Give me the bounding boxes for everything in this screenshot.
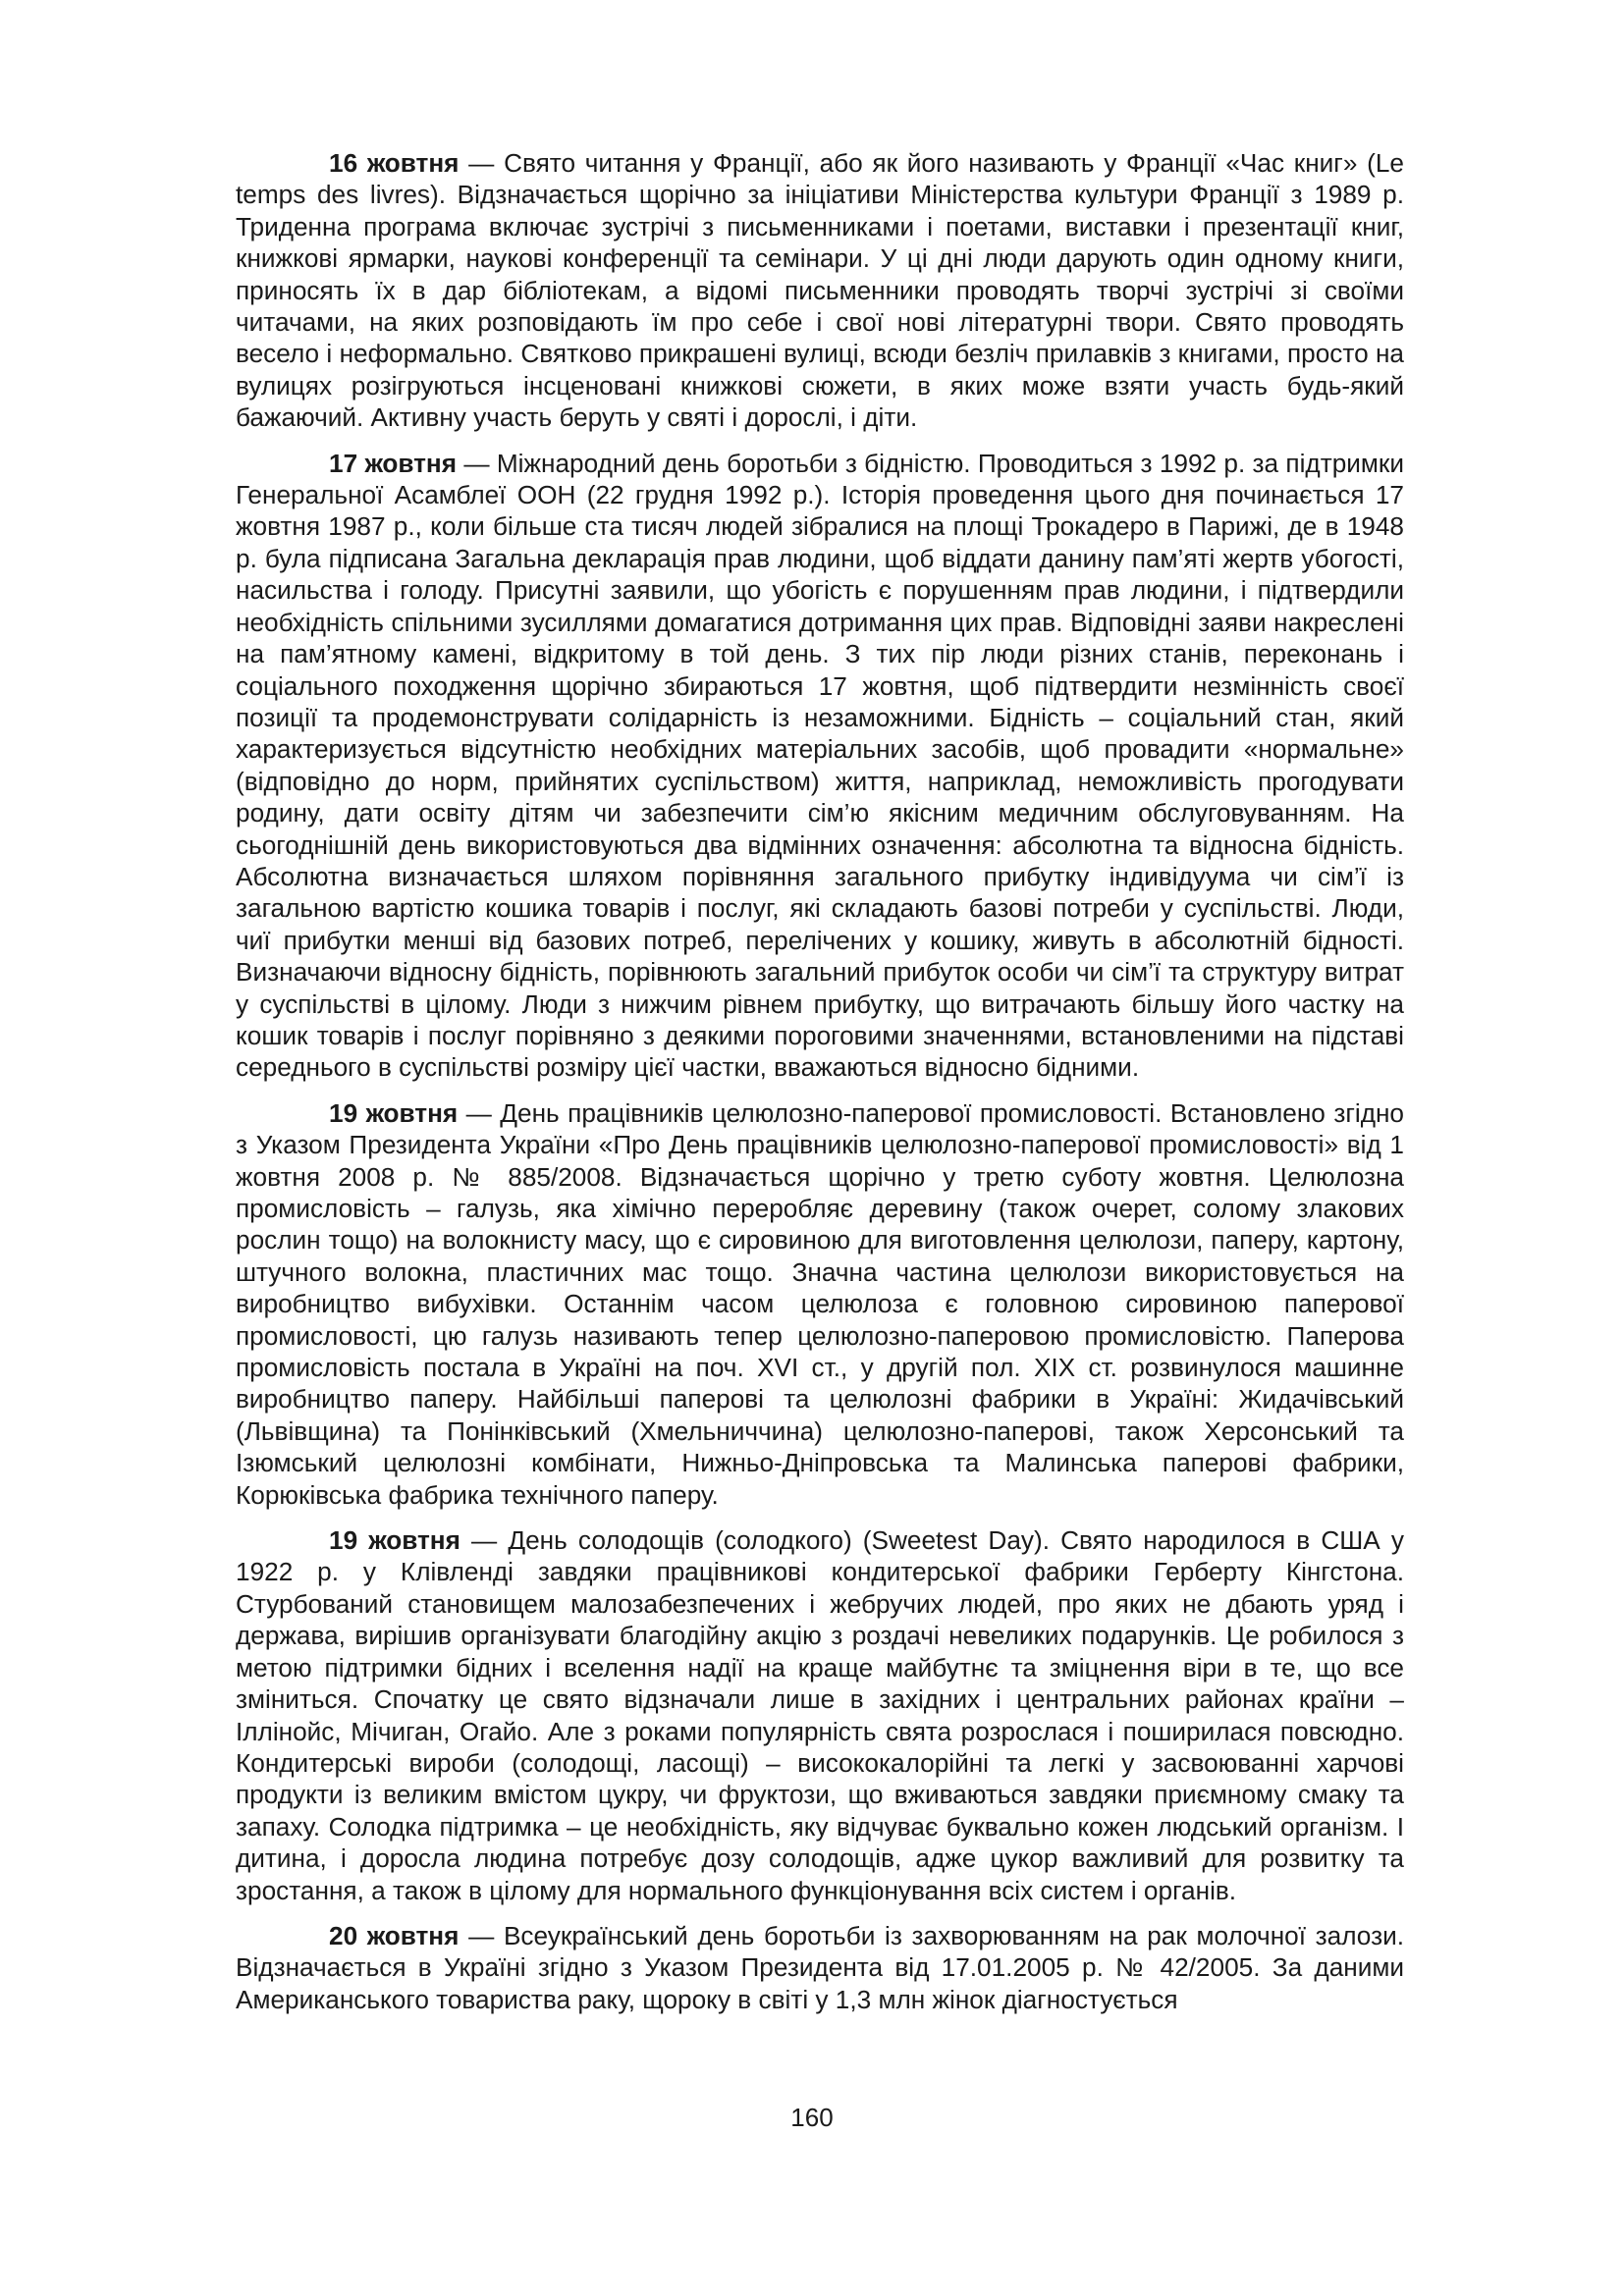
page-number: 160: [790, 2103, 834, 2132]
entry-text: — День солодощів (солодкого) (Sweetest Day). Свято народилося в США у 1922 р. у Клівленді завдяки працівникові кондитерської фабрики Герберту Кінгстона. Стурбований становищем малозабезпечених і жебручих людей, про яких не дбають уряд і держава, вирішив організувати благодійну акцію з роздачі невеликих подарунків. Це робилося з метою підтримки бідних і вселення надії на краще майбутнє та зміцнення віри в те, що все зміниться. Спочатку це свято відзначали лише в західних і центральних районах країни – Іллінойс, Мічиган, Огайо. Але з роками популярність свята розрослася і поширилася повсюдно. Кондитерські вироби (солодощі, ласощі) – висококалорійні та легкі у засвоюванні харчові продукти із великим вмістом цукру, чи фруктози, що вживаються завдяки приємному смаку та запаху. Солодка підтримка – це необхідність, яку відчуває буквально кожен людський організм. І дитина, і доросла людина потребує дозу солодощів, адже цукор важливий для розвитку та зростання, а також в цілому для нормального функціонування всіх систем і органів.: [236, 1525, 1404, 1905]
entry-oct-19-sweetest-day: [236, 1524, 1404, 1906]
entry-date: 20 жовтня: [329, 1920, 460, 1950]
entry-text: — Міжнародний день боротьби з бідністю. Проводиться з 1992 р. за підтримки Генеральної Асамблеї ООН (22 грудня 1992 р.). Історія проведення цього дня починається 17 жовтня 1987 р., коли більше ста тисяч людей зібралися на площі Трокадеро в Парижі, де в 1948 р. була підписана Загальна декларація прав людини, щоб віддати данину пам’яті жертв убогості, насильства і голоду. Присутні заявили, що убогість є порушенням прав людини, і підтвердили необхідність спільними зусиллями домагатися дотримання цих прав. Відповідні заяви накреслені на пам’ятному камені, відкритому в той день. З тих пір люди різних станів, переконань і соціального походження щорічно збираються 17 жовтня, щоб підтвердити незмінність своєї позиції та продемонструвати солідарність із незаможними. Бідність – соціальний стан, який характеризується відсутністю необхідних матеріальних засобів, щоб провадити «нормальне» (відповідно до норм, прийнятих суспільством) життя, наприклад, неможливість прогодувати родину, дати освіту дітям чи забезпечити сім’ю якісним медичним обслуговуванням. На сьогоднішній день використовуються два відмінних означення: абсолютна та відносна бідність. Абсолютна визначається шляхом порівняння загального прибутку індивідуума чи сім’ї із загальною вартістю кошика товарів і послуг, які складають базові потреби у суспільстві. Люди, чиї прибутки менші від базових потреб, перелічених у кошику, живуть в абсолютній бідності. Визначаючи відносну бідність, порівнюють загальний прибуток особи чи сім’ї та структуру витрат у суспільстві в цілому. Люди з нижчим рівнем прибутку, що витрачають більшу його частку на кошик товарів і послуг порівняно з деякими пороговими значеннями, встановленими на підставі середнього в суспільстві розміру цієї частки, вважаються відносно бідними.: [236, 448, 1404, 1083]
entry-date: 17 жовтня: [329, 448, 458, 478]
entry-date: 19 жовтня: [329, 1525, 460, 1556]
entry-date: 16 жовтня: [329, 148, 460, 178]
entry-oct-16: [236, 147, 1404, 434]
document-page: [236, 147, 1404, 2029]
entry-text: — День працівників целюлозно-паперової промисловості. Встановлено згідно з Указом Президента України «Про День працівників целюлозно-паперової промисловості» від 1 жовтня 2008 р. № 885/2008. Відзначається щорічно у третю суботу жовтня. Целюлозна промисловість – галузь, яка хімічно переробляє деревину (також очерет, солому злакових рослин тощо) на волокнисту масу, що є сировиною для виготовлення целюлози, паперу, картону, штучного волокна, пластичних мас тощо. Значна частина целюлози використовується на виробництво вибухівки. Останнім часом целюлоза є головною сировиною паперової промисловості, цю галузь називають тепер целюлозно-паперовою промисловістю. Паперова промисловість постала в Україні на поч. XVI ст., у другій пол. XIX ст. розвинулося машинне виробництво паперу. Найбільші паперові та целюлозні фабрики в Україні: Жидачівський (Львівщина) та Понінківський (Хмельниччина) целюлозно-паперові, також Херсонський та Ізюмський целюлозні комбінати, Нижньо-Дніпровська та Малинська паперові фабрики, Корюківська фабрика технічного паперу.: [236, 1097, 1404, 1510]
entry-date: 19 жовтня: [329, 1097, 459, 1128]
entry-text: — Всеукраїнський день боротьби із захворюванням на рак молочної залози. Відзначається в Україні згідно з Указом Президента від 17.01.2005 р. № 42/2005. За даними Американського товариства раку, щороку в світі у 1,3 млн жінок діагностується: [236, 1920, 1404, 2014]
entry-oct-20: [236, 1920, 1404, 2015]
entry-text: — Свято читання у Франції, або як його називають у Франції «Час книг» (Le temps des livres). Відзначається щорічно за ініціативи Міністерства культури Франції з 1989 р. Триденна програма включає зустрічі з письменниками і поетами, виставки і презентації книг, книжкові ярмарки, наукові конференції та семінари. У ці дні люди дарують один одному книги, приносять їх в дар бібліотекам, а відомі письменники проводять творчі зустрічі зі своїми читачами, на яких розповідають їм про себе і свої нові літературні твори. Свято проводять весело і неформально. Святково прикрашені вулиці, всюди безліч прилавків з книгами, просто на вулицях розігруються інсценовані книжкові сюжети, в яких може взяти участь будь-який бажаючий. Активну участь беруть у святі і дорослі, і діти.: [236, 148, 1405, 433]
entry-oct-17: [236, 448, 1404, 1084]
entry-oct-19-pulp-paper: [236, 1097, 1404, 1511]
